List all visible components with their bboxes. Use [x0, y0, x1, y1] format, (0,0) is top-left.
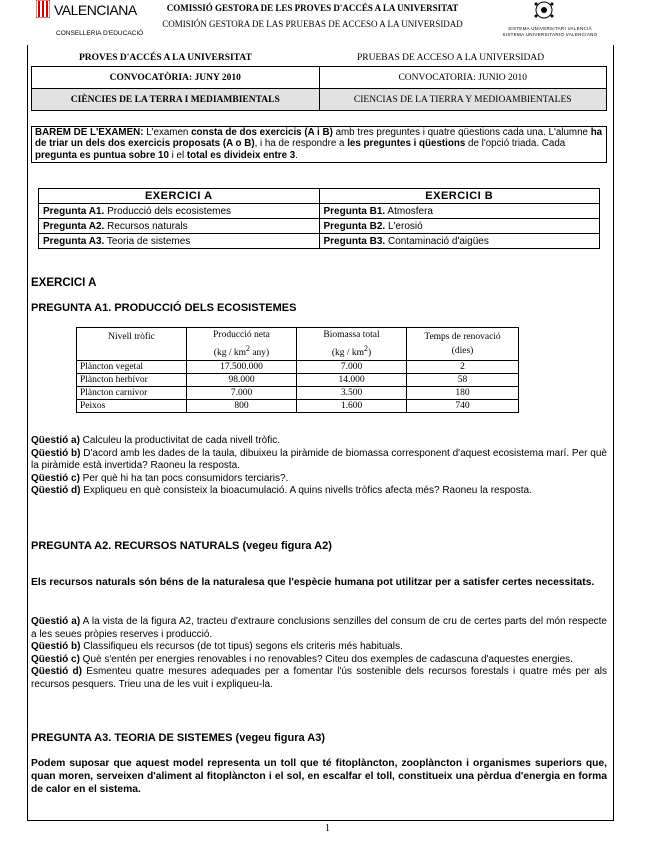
question-a1-title: PREGUNTA A1. PRODUCCIÓ DELS ECOSISTEMES [31, 302, 297, 314]
header-sup: 2 [364, 344, 368, 353]
header-unit: (kg / km [213, 348, 246, 359]
header-text: Producció neta [213, 330, 270, 340]
cell-production: 800 [187, 400, 297, 413]
barem-text: amb tres preguntes i quatre qüestions cada una. L'alumne [332, 127, 591, 138]
exam-grading-box [31, 126, 607, 163]
cell-level: Plàncton vegetal [77, 361, 187, 374]
barem-text: . [295, 149, 298, 161]
header-unit: (dies) [451, 346, 474, 357]
cell-production: 98.000 [187, 374, 297, 387]
logo-name: VALENCIANA [54, 2, 137, 18]
question-a1-items [31, 435, 607, 498]
question-label: Qüestió b) [31, 641, 81, 652]
call-row [32, 67, 607, 89]
question-label: Pregunta A3. [43, 235, 105, 247]
barem-bold: pregunta es puntua sobre 10 [35, 149, 169, 161]
question-a1-d [31, 485, 607, 498]
exercise-a-item [39, 234, 320, 249]
question-label: Qüestió d) [31, 485, 81, 496]
question-label: Qüestió a) [31, 616, 81, 627]
question-text: A la vista de la figura A2, tracteu d'extraure conclusions senzilles del consum de cru de certes parts del món respecte a les seues pròpies reserves i producció. [31, 616, 607, 640]
table-row [39, 204, 600, 219]
cell-renewal: 2 [407, 361, 519, 374]
cell-level: Plàncton herbívor [77, 374, 187, 387]
question-a2-intro: Els recursos naturals són béns de la naturalesa que l'espècie humana pot utilitzar per a satisfer certes necessitats. [31, 577, 595, 588]
table-row [77, 374, 519, 387]
logo-department: CONSELLERIA D'EDUCACIÓ [56, 30, 144, 37]
barem-bold: consta de dos exercicis (A i B) [191, 127, 333, 138]
section-title: EXERCICI A [31, 277, 97, 289]
cell-biomass: 1.600 [297, 400, 407, 413]
barem-label: BAREM DE L'EXAMEN: [35, 127, 144, 138]
cell-level: Peixos [77, 400, 187, 413]
cell-renewal: 180 [407, 387, 519, 400]
question-label: Qüestió a) [31, 435, 80, 446]
question-topic: Atmosfera [385, 205, 433, 217]
header-title-spanish: COMISIÓN GESTORA DE LAS PRUEBAS DE ACCESO A LA UNIVERSIDAD [162, 19, 463, 29]
question-a2-c [31, 654, 607, 667]
page-number: 1 [325, 823, 330, 834]
question-label: Pregunta B3. [323, 235, 386, 247]
cell-production: 7.000 [187, 387, 297, 400]
exercises-header-row [39, 189, 600, 204]
question-label: Pregunta A1. [43, 205, 105, 217]
question-a2-title: PREGUNTA A2. RECURSOS NATURALS (vegeu figura A2) [31, 540, 332, 552]
table-row [77, 400, 519, 413]
exam-info-table [31, 66, 607, 111]
question-text: Què s'entén per energies renovables i no renovables? Citeu dos exemples de cadascuna d'aquestes energies. [79, 653, 573, 665]
question-a1-b [31, 448, 607, 473]
barem-bold: total es divideix entre 3 [186, 149, 296, 161]
col-header-renewal [407, 328, 519, 361]
exercise-b-item [319, 234, 600, 249]
university-seal-icon [532, 0, 556, 20]
question-topic: L'erosió [385, 220, 423, 232]
question-text: D'acord amb les dades de la taula, dibuixeu la piràmide de biomassa corresponent d'aquest ecosistema marí. Per què la piràmide està invertida? Raoneu la resposta. [31, 447, 607, 471]
cell-biomass: 3.500 [297, 387, 407, 400]
table-row [77, 361, 519, 374]
logo-text-valencian: SISTEMA UNIVERSITARI VALENCIÀ [508, 26, 592, 31]
cell-renewal: 740 [407, 400, 519, 413]
question-a3-title: PREGUNTA A3. TEORIA DE SISTEMES (vegeu figura A3) [31, 732, 325, 744]
table-row [39, 219, 600, 234]
call-spanish: CONVOCATORIA: JUNIO 2010 [319, 67, 607, 89]
question-a1-a [31, 435, 607, 448]
question-topic: Teoria de sistemes [104, 235, 191, 247]
barem-text: i el [168, 149, 187, 161]
header-unit: (kg / km [331, 348, 365, 359]
question-a2-a [31, 616, 607, 641]
header-text: Biomassa total [323, 330, 380, 340]
table-row [39, 234, 600, 249]
cell-biomass: 14.000 [297, 374, 407, 387]
exercise-a-item [39, 219, 320, 234]
header-sup: 2 [245, 344, 250, 353]
question-a1-c [31, 473, 607, 486]
generalitat-logo [36, 0, 144, 37]
table-row [77, 387, 519, 400]
col-header-level: Nivell tròfic [77, 328, 187, 361]
question-text: Classifiqueu els recursos (de tot tipus) segons els criteris més habituals. [80, 641, 403, 652]
question-label: Qüestió c) [31, 653, 80, 665]
header-title-valencian: COMISSIÓ GESTORA DE LES PROVES D'ACCÉS A LA UNIVERSITAT [166, 3, 459, 13]
question-text: Calculeu la productivitat de cada nivell tròfic. [79, 435, 281, 446]
barem-bold: ha de triar un dels dos exercicis proposats (A o B) [35, 127, 603, 150]
exercises-table [38, 188, 600, 249]
exercise-b-item [319, 204, 600, 219]
trophic-data-table [76, 327, 519, 413]
question-topic: Recursos naturals [104, 220, 188, 232]
exercise-b-item [319, 219, 600, 234]
question-a2-items [31, 616, 607, 691]
question-label: Pregunta B2. [323, 220, 386, 232]
subject-valencian: CIÈNCIES DE LA TERRA I MEDIAMBIENTALS [32, 89, 320, 111]
question-topic: Producció dels ecosistemes [104, 205, 232, 217]
question-label: Qüestió c) [31, 472, 80, 484]
question-a3-intro: Podem suposar que aquest model representa un toll que té fitoplàncton, zooplàncton i organismes superiors que, quan moren, serveixen d'aliment al fitoplàncton i el sol, en escalfar el toll, constitueix una pèrdua d'energia en forma de calor en el sistema. [31, 758, 607, 795]
call-valencian: CONVOCATÒRIA: JUNY 2010 [32, 67, 320, 89]
header-text: Temps de renovació [424, 332, 501, 343]
exam-title-valencian: PROVES D'ACCÉS A LA UNIVERSITAT [79, 53, 252, 63]
logo-text-spanish: SISTEMA UNIVERSITARIO VALENCIANO [502, 32, 598, 37]
exercise-a-item [39, 204, 320, 219]
question-text: Expliqueu en què consisteix la bioacumulació. A quins nivells tròfics afecta més? Raoneu la resposta. [80, 485, 532, 496]
cell-production: 17.500.000 [187, 361, 297, 374]
subject-row [32, 89, 607, 111]
question-topic: Contaminació d'aigües [385, 235, 489, 247]
question-text: Esmenteu quatre mesures adequades per a fomentar l'ús sostenible dels recursos forestals i quatre més per als recursos pesquers. Trieu una de les vuit i expliqueu-la. [31, 666, 607, 690]
barem-text: de l'opció triada. Cada [465, 138, 566, 150]
table-header-row [77, 328, 519, 361]
cell-level: Plàncton carnívor [77, 387, 187, 400]
barem-text: , i ha de respondre a [254, 138, 348, 150]
question-text: Per què hi ha tan pocs consumidors terciaris?. [79, 472, 289, 484]
question-a2-d [31, 666, 607, 691]
question-label: Pregunta B1. [323, 205, 386, 217]
exercise-b-header: EXERCICI B [319, 189, 600, 204]
generalitat-emblem-icon [36, 0, 50, 18]
cell-biomass: 7.000 [297, 361, 407, 374]
question-label: Qüestió b) [31, 447, 81, 459]
cell-renewal: 58 [407, 374, 519, 387]
subject-spanish: CIENCIAS DE LA TIERRA Y MEDIOAMBIENTALES [319, 89, 607, 111]
header-unit: ) [367, 348, 372, 359]
col-header-production [187, 328, 297, 361]
university-system-logo [490, 0, 610, 38]
barem-text: L'examen [143, 127, 192, 138]
exercise-a-header: EXERCICI A [39, 189, 320, 204]
exam-title-spanish: PRUEBAS DE ACCESO A LA UNIVERSIDAD [357, 53, 545, 63]
barem-bold: les preguntes i qüestions [347, 138, 466, 150]
question-label: Pregunta A2. [43, 220, 105, 232]
col-header-biomass [297, 328, 407, 361]
question-label: Qüestió d) [31, 666, 82, 677]
question-a2-b [31, 641, 607, 654]
header-unit: any) [249, 348, 270, 359]
